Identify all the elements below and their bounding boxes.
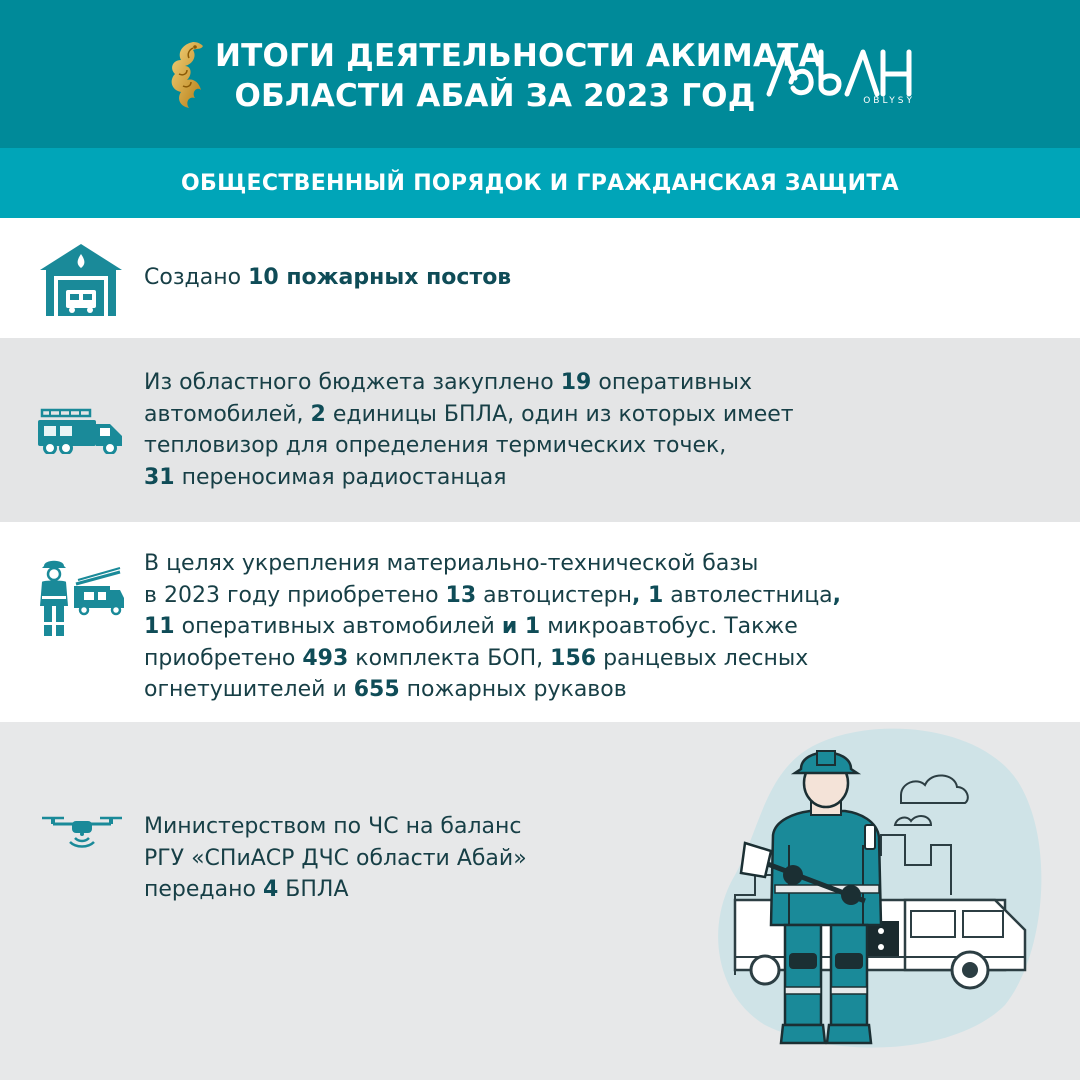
highlight-value: 655	[353, 677, 400, 702]
list-item-vehicles	[0, 338, 1080, 522]
highlight-value: 19	[560, 370, 592, 395]
firefighter-illustration	[705, 725, 1050, 1055]
logo-subtitle: OBLYSY	[863, 96, 915, 106]
highlight-value: 13	[445, 582, 477, 608]
firefighter-truck-icon	[36, 556, 126, 638]
header	[0, 0, 1080, 148]
page-title	[215, 36, 823, 116]
highlight-value: 10 пожарных постов	[248, 265, 512, 290]
text-fragment: ранцевых лесных	[596, 645, 809, 671]
section-title: ОБЩЕСТВЕННЫЙ ПОРЯДОК И ГРАЖДАНСКАЯ ЗАЩИТА	[181, 170, 899, 196]
text-fragment: РГУ «СПиАСР ДЧС области Абай»	[144, 845, 527, 871]
text-fragment: Создано	[144, 265, 249, 290]
text-fragment: оперативных автомобилей	[174, 614, 502, 639]
highlight-value: 493	[302, 645, 349, 671]
text-fragment: единицы БПЛА, один из которых имеет	[325, 401, 794, 427]
text-fragment: тепловизор для определения термических точек,	[144, 433, 727, 458]
text-fragment: автолестница	[663, 582, 833, 608]
drone-icon	[40, 814, 124, 854]
text-fragment: автомобилей,	[144, 401, 311, 427]
text-fragment: переносимая радиостанцая	[174, 464, 507, 490]
text-fragment: оперативных	[591, 370, 753, 395]
fire-truck-icon	[36, 406, 128, 454]
text-fragment: в 2023 году приобретено	[144, 582, 446, 608]
page-title-line-2: ОБЛАСТИ АБАЙ ЗА 2023 ГОД	[234, 78, 756, 114]
text-fragment: микроавтобус. Также	[540, 614, 798, 639]
highlight-value: ,	[832, 582, 842, 608]
list-item-equipment	[0, 522, 1080, 722]
text-fragment: В целях укрепления материально-технической базы	[144, 551, 759, 576]
text-fragment: передано	[144, 877, 263, 902]
text-fragment: БПЛА	[278, 877, 349, 902]
text-fragment: пожарных рукавов	[399, 677, 627, 702]
text-fragment: огнетушителей и	[144, 677, 354, 702]
highlight-value: и 1	[501, 614, 541, 639]
highlight-value: 2	[310, 401, 326, 427]
golden-snow-leopard-emblem-icon	[163, 38, 209, 110]
text-fragment: комплекта БОП,	[348, 645, 551, 671]
highlight-value: 156	[550, 645, 597, 671]
highlight-value: 4	[262, 877, 279, 902]
text-fragment: приобретено	[144, 645, 303, 671]
highlight-value: , 1	[631, 582, 664, 608]
text-fragment: Министерством по ЧС на баланс	[144, 814, 522, 839]
page-title-line-1: ИТОГИ ДЕЯТЕЛЬНОСТИ АКИМАТА	[215, 38, 823, 74]
section-header	[0, 148, 1080, 218]
list-item-text	[144, 548, 974, 706]
highlight-value: 31	[144, 464, 175, 490]
list-item-text	[144, 367, 974, 493]
list-item-fire-posts	[0, 218, 1080, 338]
text-fragment: автоцистерн	[476, 582, 632, 608]
list-item-text	[144, 262, 974, 294]
abai-logo-wordmark-icon	[765, 44, 915, 98]
fire-station-icon	[36, 240, 126, 318]
abai-oblysy-logo	[765, 44, 915, 106]
text-fragment: Из областного бюджета закуплено	[144, 370, 561, 395]
highlight-value: 11	[144, 614, 175, 639]
